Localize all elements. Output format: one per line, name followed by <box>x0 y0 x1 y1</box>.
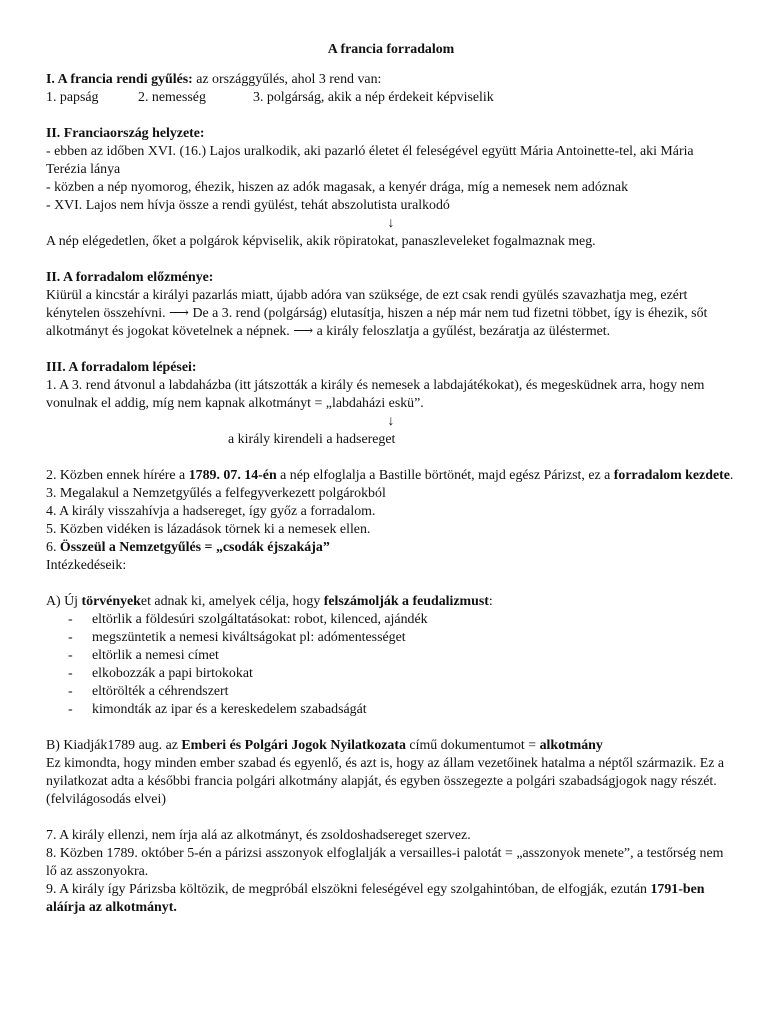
heading-bold: II. Franciaország helyzete: <box>46 126 205 141</box>
spacer <box>46 341 736 359</box>
text: B) Kiadják1789 aug. az <box>46 738 182 753</box>
paragraph: a király kirendeli a hadsereget <box>228 432 396 447</box>
section-rendi-gyules-heading <box>46 71 736 89</box>
text: . <box>729 468 734 483</box>
date-bold: 1789. 07. 14-én <box>188 468 277 483</box>
page-title: A francia forradalom <box>327 42 455 57</box>
text: et adnak ki, amelyek célja, hogy <box>140 594 324 609</box>
spacer <box>46 251 736 269</box>
down-arrow-icon: ↓ <box>387 414 395 429</box>
estate-item: 1. papság <box>46 90 99 105</box>
text: 9. A király így Párizsba költözik, de megpróbál elszökni feleségével egy szolgahintóban, de elfogják, ezután <box>46 882 651 897</box>
paragraph: A nép elégedetlen, őket a polgárok képviselik, akik röpiratokat, panaszleveleket fogalmaznak meg. <box>46 234 596 249</box>
paragraph: - közben a nép nyomorog, éhezik, hiszen az adók magasak, a kenyér drága, míg a nemesek nem adóznak <box>46 180 629 195</box>
section-lepesei-heading <box>46 359 736 377</box>
estate-item: 3. polgárság, akik a nép érdekeit képviselik <box>253 90 494 105</box>
paragraph: Intézkedéseik: <box>46 558 127 573</box>
document <box>46 41 736 917</box>
text: 2. Közben ennek hírére a <box>46 468 189 483</box>
paragraph: Ez kimondta, hogy minden ember szabad és egyenlő, és azt is, hogy az állam vezetőinek hatalma a néptől származik. Ez a nyilatkozat adta a későbbi francia polgári alkotmány alapját, és egyben összegezte a polgári szabadságjogok nagy részét. (felvilágosodás elvei) <box>46 756 725 807</box>
spacer <box>46 575 736 593</box>
down-arrow-icon: ↓ <box>387 216 395 231</box>
estates-list <box>46 89 736 107</box>
text: A) Új <box>46 594 82 609</box>
heading-rest: az országgyűlés, ahol 3 rend van: <box>192 72 382 87</box>
paragraph <box>46 881 736 917</box>
spacer <box>46 449 736 467</box>
emphasis-bold: felszámolják a feudalizmust <box>323 594 489 609</box>
list-item: - eltörölték a céhrendszert <box>46 683 736 701</box>
text: 6. <box>46 540 60 555</box>
text: a nép elfoglalja a Bastille börtönét, majd egész Párizst, ez a <box>276 468 614 483</box>
list-item: - kimondták az ipar és a kereskedelem szabadságát <box>46 701 736 719</box>
paragraph: 3. Megalakul a Nemzetgyűlés a felfegyverkezett polgárokból <box>46 486 386 501</box>
heading-bold: III. A forradalom lépései: <box>46 360 197 375</box>
heading-bold: I. A francia rendi gyűlés: <box>46 72 193 87</box>
paragraph: 5. Közben vidéken is lázadások törnek ki a nemesek ellen. <box>46 522 371 537</box>
paragraph <box>46 467 736 485</box>
spacer <box>46 719 736 737</box>
paragraph: - ebben az időben XVI. (16.) Lajos uralkodik, aki pazarló életet él feleségével együtt Mária Antoinette-tel, aki Mária Terézia lánya <box>46 144 694 177</box>
measures-list <box>46 611 736 719</box>
emphasis-bold: Összeül a Nemzetgyűlés = „csodák éjszakája” <box>59 540 330 555</box>
paragraph: Kiürül a kincstár a királyi pazarlás miatt, újabb adóra van szüksége, de ezt csak rendi gyülés szavazhatja meg, ezért kénytelen összehívni. ⟶ De a 3. rend (polgárság) elutasítja, hiszen a nép már nem tud fizetni többet, így is éhezik, sőt alkotmányt és jogokat követelnek a népnek. ⟶ a király feloszlatja a gyűlést, bezáratja az üléstermet. <box>46 288 708 339</box>
paragraph: 4. A király visszahívja a hadsereget, így győz a forradalom. <box>46 504 376 519</box>
paragraph <box>46 737 736 755</box>
heading-bold: II. A forradalom előzménye: <box>46 270 214 285</box>
emphasis-bold: törvények <box>81 594 141 609</box>
emphasis-bold: alkotmány <box>539 738 603 753</box>
estate-item: 2. nemesség <box>138 90 206 105</box>
paragraph: - XVI. Lajos nem hívja össze a rendi gyülést, tehát abszolutista uralkodó <box>46 198 450 213</box>
paragraph: 8. Közben 1789. október 5-én a párizsi asszonyok elfoglalják a versailles-i palotát = „asszonyok menete”, a testőrség nem lő az asszonyokra. <box>46 846 724 879</box>
paragraph <box>46 593 736 611</box>
emphasis-bold: forradalom kezdete <box>613 468 730 483</box>
list-item: - eltörlik a földesúri szolgáltatásokat: robot, kilenced, ajándék <box>46 611 736 629</box>
list-item: - megszüntetik a nemesi kiváltságokat pl: adómentességet <box>46 629 736 647</box>
paragraph <box>46 539 736 557</box>
list-item: - eltörlik a nemesi címet <box>46 647 736 665</box>
paragraph: 7. A király ellenzi, nem írja alá az alkotmányt, és zsoldoshadsereget szervez. <box>46 828 471 843</box>
spacer <box>46 107 736 125</box>
emphasis-bold: Emberi és Polgári Jogok Nyilatkozata <box>181 738 406 753</box>
section-helyzete-heading <box>46 125 736 143</box>
paragraph: 1. A 3. rend átvonul a labdaházba (itt játszották a király és nemesek a labdajátékokat), és megesküdnek arra, hogy nem vonulnak el addig, míg nem kapnak alkotmányt = „labdaházi eskü”. <box>46 378 705 411</box>
text: : <box>488 594 493 609</box>
text: című dokumentumot = <box>405 738 540 753</box>
emphasis-bold: 1791-ben aláírja az alkotmányt. <box>46 882 705 915</box>
list-item: - elkobozzák a papi birtokokat <box>46 665 736 683</box>
section-elozmeny-heading <box>46 269 736 287</box>
spacer <box>46 809 736 827</box>
